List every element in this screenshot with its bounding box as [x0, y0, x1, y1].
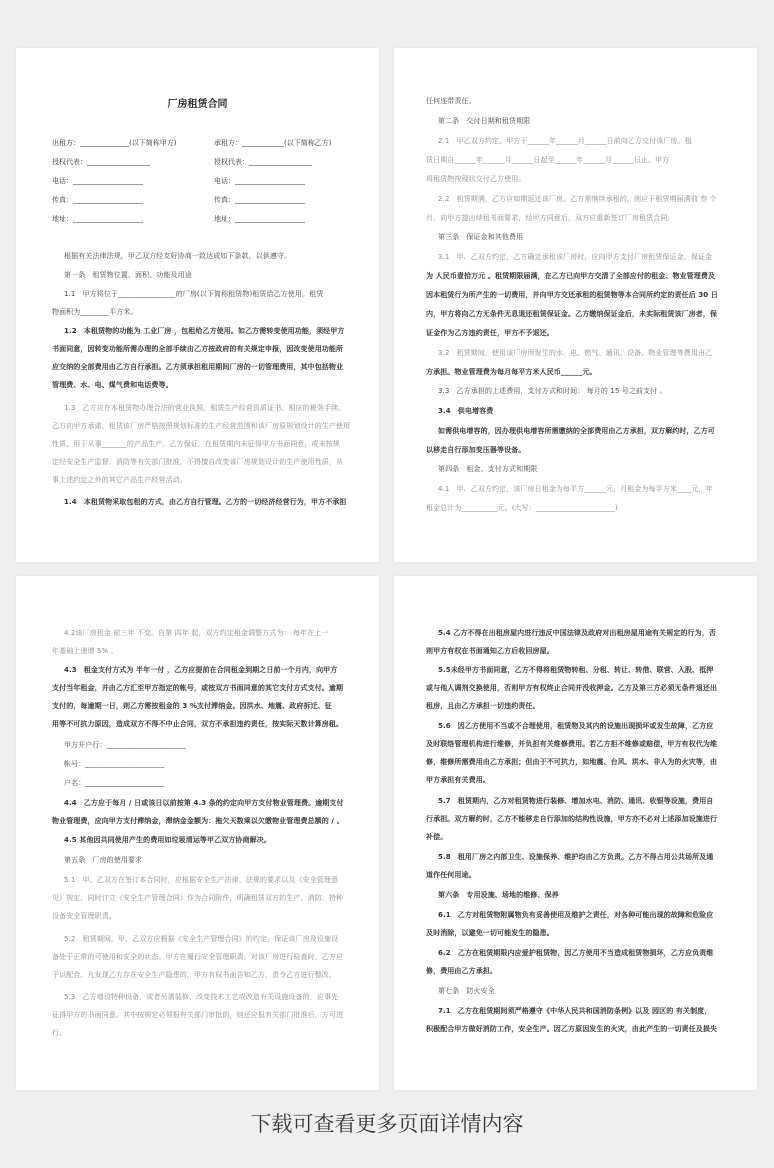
text-line: 行。	[52, 1029, 67, 1037]
text-line: 5.6 因乙方使用不当或不合理使用，租赁物及其内的设施出现损坏或发生故障，乙方应	[438, 722, 714, 730]
text-line: 将租赁物按现状交付乙方使用。	[426, 175, 526, 183]
text-line: 月，向甲方提出续租书面要求，经甲方同意后，双方应重新签订厂房租赁合同。	[426, 214, 675, 222]
text-line: 及时联络管理机构进行维修，并负担有关维修费用。若乙方拒不维修或赔偿，甲方有权代为维	[426, 740, 718, 748]
text-line: 或与他人调剂交换使用，否则甲方有权终止合同并没收押金。乙方及第三方必须无条件退还出	[426, 684, 718, 692]
section-heading: 第六条 专用设施、场地的维修、保养	[438, 891, 559, 899]
lessor-phone-field: 电话：____________________	[52, 177, 143, 185]
section-heading: 第七条 防火安全	[438, 987, 495, 995]
text-line: 7.1 乙方在租赁期间须严格遵守《中华人民共和国消防条例》以及 园区的 有关制度，	[438, 1007, 712, 1015]
text-line: 物面积为________平方米。	[52, 308, 138, 316]
text-line: 见》规定，同时订立《安全生产管理合同》作为合同附件，明确租赁双方的生产、消防、特种	[52, 894, 344, 902]
text-line: 2.2 租赁期满，乙方应如期返还该厂房。乙方需继续承租的，则应于租赁期届满前 叁 个	[438, 195, 717, 203]
text-line: 4.5 其他因共同使用产生的费用如垃圾清运等甲乙双方协商解决。	[64, 836, 271, 844]
text-line: 物业管理费，应向甲方支付滞纳金，滞纳金金额为：拖欠天数乘以欠缴物业管理费总额的 / 。	[52, 817, 344, 825]
text-line: 修，维修所需费用由乙方承担；但由于不可抗力，如地震、台风、洪水、非人为的火灾等，由	[426, 758, 718, 766]
lessee-address-field: 地址：____________________	[214, 215, 305, 223]
document-page-2	[394, 48, 757, 562]
lessee-field: 承租方：____________(以下简称乙方)	[214, 139, 332, 147]
document-page-3	[16, 576, 379, 1090]
text-line: 事上述约定之外的其它产品生产经营活动。	[52, 476, 187, 484]
text-line: 书面同意，因转变功能所需办理的全部手续由乙方按政府的有关规定申报，因改变使用功能所	[52, 345, 344, 353]
document-page-4	[394, 576, 757, 1090]
text-line: 5.1 甲、乙双方在签订本合同时，应根据安全生产法律、法规的要求以及《安全管理意	[64, 876, 339, 884]
lessor-field: 出租方：______________(以下简称甲方)	[52, 139, 177, 147]
text-line: 5.3 乙方增设特种设备，或者另需装修、改变技术工艺或改造有关设施设备的，应事先	[64, 993, 339, 1001]
text-line: 3.1 甲、乙双方约定，乙方确定承租该厂房时，应向甲方支付厂房租赁保证金，保证金	[438, 253, 713, 261]
account-number-field: 帐号：______________________	[64, 760, 165, 768]
text-line: 道作任何用途。	[426, 871, 476, 879]
text-line: 备处于正常的可使用和安全的状态。甲方在履行安全管理职责，对该厂房进行检查时，乙方应	[52, 953, 344, 961]
text-line: 6.2 乙方在租赁期限内应爱护租赁物，因乙方使用不当造成租赁物损坏，乙方应负责维	[438, 949, 714, 957]
text-line: 租房，且由乙方承担一切违约责任。	[426, 702, 540, 710]
document-page-1	[16, 48, 379, 562]
text-line: 征得甲方的书面同意。其中按规定必须报有关部门审批的，则还应报有关部门批准后，方可进	[52, 1011, 344, 1019]
text-line: 5.2 租赁期间，甲、乙双方应根据《安全生产管理合同》的约定，保证该厂房及设施设	[64, 935, 339, 943]
text-line: 为 人民币壹拾万元 。租赁期限届满，在乙方已向甲方交清了全部应付的租金、物业管理费及	[426, 272, 716, 280]
text-line: 5.7 租赁期内，乙方对租赁物进行装修、增加水电、消防、通讯、收银等设施，费用自	[438, 797, 714, 805]
text-line: 因本租赁行为所产生的一切费用，并向甲方交还承租的租赁物等本合同所约定的责任后 30 日	[426, 291, 718, 299]
text-line: 3.2 租赁期间，使用该厂房所发生的水、电、燃气、通讯、设备、物业管理等费用由乙	[438, 349, 713, 357]
section-heading: 第五条 厂房的使用要求	[64, 856, 143, 864]
text-line: 赁日期自______年______月______日起至______年______月______日止。甲方	[426, 156, 670, 164]
text-line: 证金作为乙方违约责任，甲方不予退还。	[426, 329, 554, 337]
text-line: 以移走自行添加变压器等设备。	[426, 446, 526, 454]
lessor-fax-field: 传真：____________________	[52, 196, 143, 204]
text-line: 甲方承担有关费用。	[426, 776, 490, 784]
text-line: 予以配合。凡发现乙方存在安全生产隐患的，甲方有权书面告知乙方，责令乙方进行整改。	[52, 971, 336, 979]
text-line: 支付的，每逾期一日，则乙方需按租金的 3 %支付滞纳金。因洪水、地震、政府拆迁、征	[52, 702, 332, 710]
lessee-phone-field: 电话：____________________	[214, 177, 305, 185]
text-line: 补偿。	[426, 833, 448, 841]
text-line: 1.3 乙方应在本租赁物办理合法的营业执照、租赁生产经营资质证书、相应的税务手续。	[64, 404, 346, 412]
text-line: 2.1 甲乙双方约定，甲方于______年______月______日前向乙方交付该厂房。租	[438, 137, 692, 145]
text-line: 4.2该厂房租金 前三年 不变。自第 四年 起，双方约定租金调整方式为： 每年在上一	[64, 629, 329, 637]
text-line: 内，甲方将向乙方无条件无息退还租赁保证金。乙方缴纳保证金后，未实际租赁该厂房者，保	[426, 310, 718, 318]
contract-title: 厂房租赁合同	[167, 99, 228, 110]
text-line: 应交纳的全部费用由乙方自行承担。乙方须承担租用期间厂房的一切管理费用，其中包括物业	[52, 363, 344, 371]
text-line: 任何连带责任。	[426, 97, 476, 105]
text-line: 修，费用由乙方承担。	[426, 967, 497, 975]
text-line: 乙方向甲方承诺，租赁该厂房严格按照规划标准的生产经营范围和该厂房原规划设计的生产使用	[52, 422, 351, 430]
text-line: 5.8 租用厂房之内部卫生、设施保养、维护均由乙方负责。乙方不得占用公共场所及通	[438, 853, 714, 861]
section-heading: 第四条 租金、支付方式和期限	[438, 465, 538, 473]
text-line: 6.1 乙方对租赁物附属物负有妥善使用及维护之责任，对各种可能出现的故障和危险应	[438, 911, 714, 919]
text-line: 4.4 乙方应于每月 / 日或该日以前按第 4.3 条的约定向甲方支付物业管理费。逾期支付	[64, 799, 344, 807]
text-line: 积极配合甲方做好消防工作，安全生产。因乙方原因发生的火灾，由此产生的一切责任及损失	[426, 1025, 718, 1033]
text-line: 4.3 租金支付方式为 半年一付 ，乙方应提前在合同租金到期之日前一个月内，向甲方	[64, 666, 338, 674]
text-line: 5.5未经甲方书面同意，乙方不得将租赁物转租、分租、转让、转借、联营、入股、抵押	[438, 666, 714, 674]
text-line: 支付当年租金，并由乙方汇至甲方指定的帐号，或按双方书面同意的其它支付方式支付。逾期	[52, 684, 344, 692]
text-line: 设备安全管理职责。	[52, 912, 116, 920]
text-line: 3.3 乙方承担的上述费用，支付方式和时间： 每月的 15 号之前支付 。	[438, 387, 667, 395]
section-heading: 第一条 租赁物位置、面积、功能及用途	[64, 271, 192, 279]
lessor-address-field: 地址：____________________	[52, 215, 143, 223]
lessee-fax-field: 传真：____________________	[214, 196, 305, 204]
text-line: 方承担。物业管理费为每月每平方米人民币______元。	[426, 368, 597, 376]
text-line: 年基础上递增 5% 。	[52, 647, 118, 655]
lessor-representative-field: 授权代表：__________________	[52, 158, 150, 166]
text-line: 性质，用于从事_______的产品生产。乙方保证，在租赁期内未征得甲方书面同意，或未按规	[52, 440, 340, 448]
text-line: 如需供电增容的，因办理供电增容所需缴纳的全部费用由乙方承担，双方解约时，乙方可	[438, 427, 715, 435]
text-line: 根据有关法律法规，甲乙双方经友好协商一致达成如下条款，以供遵守。	[64, 252, 292, 260]
text-line: 租金总计为__________元。(大写：______________________)	[426, 504, 618, 512]
text-line: 1.4 本租赁物采取包租的方式，由乙方自行管理。乙方的一切经济经营行为，甲方不承担	[64, 498, 347, 506]
text-line: 1.1 甲方将位于________________的厂房(以下简称租赁物)租赁给乙方使用。租赁	[64, 290, 324, 298]
bank-name-field: 甲方开户行：______________________	[64, 741, 186, 749]
account-name-field: 户名：______________________	[64, 779, 165, 787]
text-line: 5.4 乙方不得在出租房屋内进行违反中国法律及政府对出租房屋用途有关规定的行为，否	[438, 629, 716, 637]
text-line: 行承担。双方解约时，乙方不能移走自行添加的结构性设施，甲方亦不必对上述添加设施进行	[426, 815, 718, 823]
text-line: 4.1 甲、乙双方约定，该厂房日租金为每平方______元，月租金为每平方米____元，年	[438, 485, 713, 493]
text-line: 用等不可抗力原因，造成双方不得不中止合同，双方不承担违约责任，按实际天数计算房租。	[52, 720, 344, 728]
text-line: 定经安全生产监督、消防等有关部门批准，不得擅自改变该厂房规划设计的生产使用性质，从	[52, 458, 344, 466]
section-heading: 3.4 供电增容费	[438, 407, 494, 415]
section-heading: 第二条 交付日期和租赁期限	[438, 117, 531, 125]
download-more-caption: 下载可查看更多页面详情内容	[250, 1112, 524, 1136]
text-line: 及时消除，以避免一切可能发生的隐患。	[426, 929, 554, 937]
text-line: 1.2 本租赁物的功能为 工业厂房 ，包租给乙方使用。如乙方需转变使用功能，须经甲方	[64, 327, 345, 335]
text-line: 则甲方有权在书面通知乙方后收回房屋。	[426, 647, 554, 655]
lessee-representative-field: 授权代表：__________________	[214, 158, 312, 166]
section-heading: 第三条 保证金和其他费用	[438, 233, 524, 241]
text-line: 管理费、水、电、煤气费和电话费等。	[52, 381, 173, 389]
